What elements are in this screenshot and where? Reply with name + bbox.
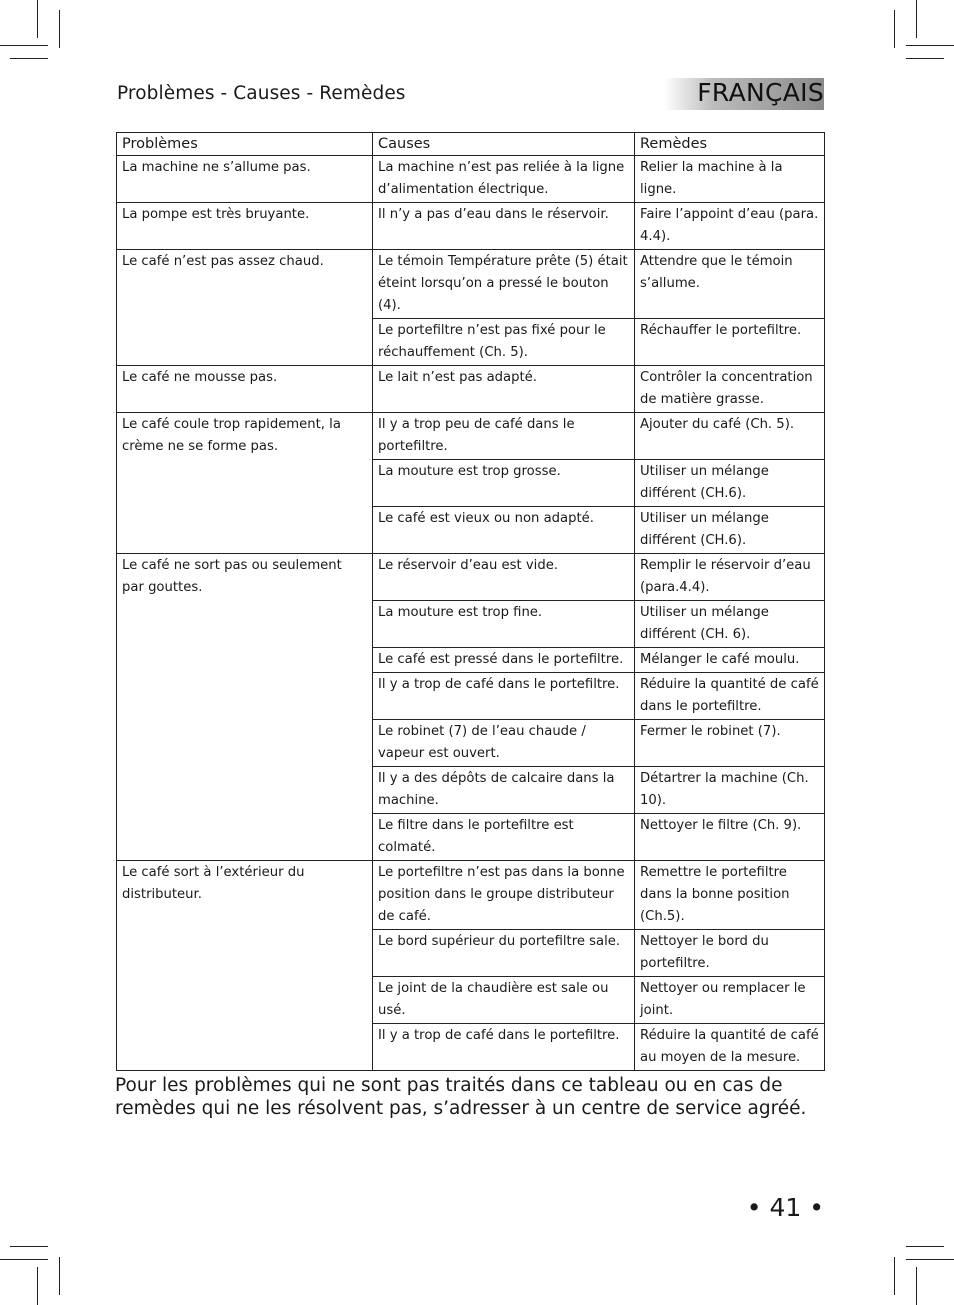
cause-cell: La mouture est trop fine. <box>373 601 635 648</box>
problem-cell: Le café ne mousse pas. <box>117 366 373 413</box>
cause-cell: Il y a trop peu de café dans le portefiltre. <box>373 413 635 460</box>
cause-cell: Le témoin Température prête (5) était éteint lorsqu’on a pressé le bouton (4). <box>373 250 635 319</box>
remedy-cell: Attendre que le témoin s’allume. <box>635 250 825 319</box>
remedy-cell: Remettre le portefiltre dans la bonne position (Ch.5). <box>635 861 825 930</box>
remedy-cell: Faire l’appoint d’eau (para. 4.4). <box>635 203 825 250</box>
remedy-cell: Nettoyer ou remplacer le joint. <box>635 977 825 1024</box>
crop-mark <box>59 1257 60 1295</box>
crop-mark <box>906 45 954 46</box>
cause-cell: Le filtre dans le portefiltre est colmaté. <box>373 814 635 861</box>
cause-cell: Le café est vieux ou non adapté. <box>373 507 635 554</box>
language-banner <box>664 78 824 110</box>
service-note: Pour les problèmes qui ne sont pas traités dans ce tableau ou en cas de remèdes qui ne les résolvent pas, s’adresser à un centre de service agréé. <box>115 1075 807 1119</box>
cause-cell: Il y a trop de café dans le portefiltre. <box>373 673 635 720</box>
cause-cell: Le café est pressé dans le portefiltre. <box>373 648 635 673</box>
table-row <box>117 861 825 930</box>
table-row <box>117 413 825 460</box>
cause-cell: La mouture est trop grosse. <box>373 460 635 507</box>
remedy-cell: Contrôler la concentration de matière grasse. <box>635 366 825 413</box>
column-header-problems: Problèmes <box>117 133 373 156</box>
table-row <box>117 250 825 319</box>
crop-mark <box>916 1267 917 1305</box>
remedy-cell: Fermer le robinet (7). <box>635 720 825 767</box>
problem-cell: Le café sort à l’extérieur du distributeur. <box>117 861 373 1071</box>
cause-cell: Il y a des dépôts de calcaire dans la machine. <box>373 767 635 814</box>
remedy-cell: Mélanger le café moulu. <box>635 648 825 673</box>
crop-mark <box>37 0 38 38</box>
remedy-cell: Réduire la quantité de café au moyen de la mesure. <box>635 1024 825 1071</box>
crop-mark <box>0 1259 48 1260</box>
remedy-cell: Réchauffer le portefiltre. <box>635 319 825 366</box>
cause-cell: Le réservoir d’eau est vide. <box>373 554 635 601</box>
crop-mark <box>10 58 48 59</box>
cause-cell: Le portefiltre n’est pas fixé pour le réchauffement (Ch. 5). <box>373 319 635 366</box>
table-row <box>117 366 825 413</box>
problem-cell: Le café coule trop rapidement, la crème ne se forme pas. <box>117 413 373 554</box>
crop-mark <box>37 1267 38 1305</box>
problem-cell: La pompe est très bruyante. <box>117 203 373 250</box>
remedy-cell: Réduire la quantité de café dans le portefiltre. <box>635 673 825 720</box>
cause-cell: Le joint de la chaudière est sale ou usé. <box>373 977 635 1024</box>
column-header-causes: Causes <box>373 133 635 156</box>
column-header-remedies: Remèdes <box>635 133 825 156</box>
remedy-cell: Détartrer la machine (Ch. 10). <box>635 767 825 814</box>
table-row <box>117 203 825 250</box>
crop-mark <box>59 10 60 48</box>
cause-cell: Il n’y a pas d’eau dans le réservoir. <box>373 203 635 250</box>
remedy-cell: Nettoyer le filtre (Ch. 9). <box>635 814 825 861</box>
problem-cell: La machine ne s’allume pas. <box>117 156 373 203</box>
cause-cell: Le portefiltre n’est pas dans la bonne position dans le groupe distributeur de café. <box>373 861 635 930</box>
remedy-cell: Utiliser un mélange différent (CH. 6). <box>635 601 825 648</box>
crop-mark <box>10 1246 48 1247</box>
problem-cell: Le café ne sort pas ou seulement par gouttes. <box>117 554 373 861</box>
crop-mark <box>916 0 917 38</box>
cause-cell: Le bord supérieur du portefiltre sale. <box>373 930 635 977</box>
cause-cell: Le robinet (7) de l’eau chaude / vapeur est ouvert. <box>373 720 635 767</box>
language-label: FRANÇAIS <box>697 78 824 107</box>
remedy-cell: Relier la machine à la ligne. <box>635 156 825 203</box>
crop-mark <box>894 10 895 48</box>
table-row <box>117 554 825 601</box>
remedy-cell: Remplir le réservoir d’eau (para.4.4). <box>635 554 825 601</box>
remedy-cell: Ajouter du café (Ch. 5). <box>635 413 825 460</box>
cause-cell: La machine n’est pas reliée à la ligne d’alimentation électrique. <box>373 156 635 203</box>
table-row <box>117 156 825 203</box>
cause-cell: Il y a trop de café dans le portefiltre. <box>373 1024 635 1071</box>
remedy-cell: Utiliser un mélange différent (CH.6). <box>635 460 825 507</box>
remedy-cell: Utiliser un mélange différent (CH.6). <box>635 507 825 554</box>
problem-cell: Le café n’est pas assez chaud. <box>117 250 373 366</box>
table-header-row <box>117 133 825 156</box>
crop-mark <box>0 45 48 46</box>
remedy-cell: Nettoyer le bord du portefiltre. <box>635 930 825 977</box>
page-number: • 41 • <box>746 1193 824 1222</box>
section-title: Problèmes - Causes - Remèdes <box>117 83 406 104</box>
crop-mark <box>894 1257 895 1295</box>
cause-cell: Le lait n’est pas adapté. <box>373 366 635 413</box>
crop-mark <box>906 1259 954 1260</box>
crop-mark <box>906 58 944 59</box>
crop-mark <box>906 1246 944 1247</box>
troubleshooting-table <box>116 132 825 1071</box>
